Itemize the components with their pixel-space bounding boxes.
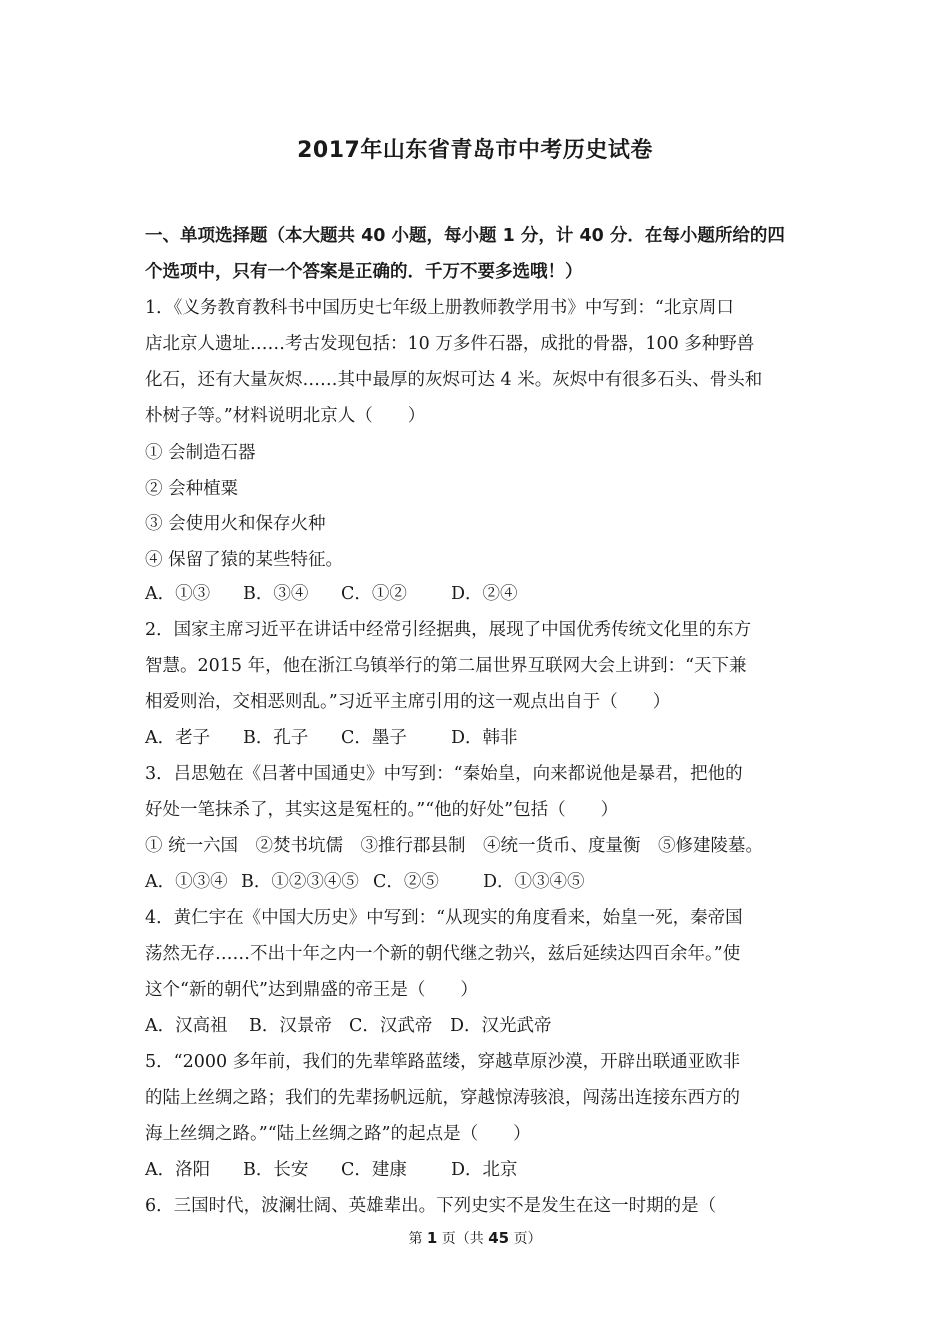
- q3-option-b: B．①②③④⑤: [241, 872, 359, 892]
- q1-item-3: ③ 会使用火和保存火种: [145, 514, 326, 534]
- q5-stem-line1: 5．“2000 多年前，我们的先辈筚路蓝缕，穿越草原沙漠，开辟出联通亚欧非: [145, 1052, 741, 1072]
- q3-stem-line2: 好处一笔抹杀了，其实这是冤枉的。”“他的好处”包括（ ）: [145, 800, 619, 820]
- q2-options: [145, 726, 518, 750]
- footer-prefix: 第: [408, 1231, 423, 1247]
- footer-total-pages: 45: [488, 1229, 510, 1247]
- q1-stem-line2: 店北京人遗址……考古发现包括：10 万多件石器，成批的骨器，100 多种野兽: [145, 334, 755, 354]
- q4-stem-line2: 荡然无存……不出十年之内一个新的朝代继之勃兴，兹后延续达四百余年。”使: [145, 944, 741, 964]
- q3-option-a: A．①③④: [145, 872, 228, 892]
- q5-options: [145, 1158, 518, 1182]
- q2-option-c: C．墨子: [341, 728, 407, 748]
- q1-stem-line3: 化石，还有大量灰烬……其中最厚的灰烬可达 4 米。灰烬中有很多石头、骨头和: [145, 370, 763, 390]
- q1-option-b: B．③④: [243, 584, 309, 604]
- q5-stem-line2: 的陆上丝绸之路；我们的先辈扬帆远航，穿越惊涛骇浪，闯荡出连接东西方的: [145, 1088, 740, 1108]
- q1-stem-line4: 朴树子等。”材料说明北京人（ ）: [145, 406, 426, 426]
- q5-option-c: C．建康: [341, 1160, 407, 1180]
- q4-option-d: D．汉光武帝: [450, 1016, 552, 1036]
- q4-stem-line3: 这个“新的朝代”达到鼎盛的帝王是（ ）: [145, 980, 478, 1000]
- q5-option-a: A．洛阳: [145, 1160, 211, 1180]
- section-heading-line2: 个选项中，只有一个答案是正确的．千万不要多选哦！）: [145, 262, 583, 282]
- footer-mid: 页（共: [441, 1231, 484, 1247]
- q2-option-b: B．孔子: [243, 728, 309, 748]
- q3-option-c: C．②⑤: [373, 872, 439, 892]
- q1-item-4: ④ 保留了猿的某些特征。: [145, 550, 344, 570]
- q6-stem-line1: 6．三国时代，波澜壮阔、英雄辈出。下列史实不是发生在这一时期的是（: [145, 1196, 717, 1216]
- q5-option-b: B．长安: [243, 1160, 309, 1180]
- section-heading-line1: 一、单项选择题（本大题共 40 小题，每小题 1 分，计 40 分．在每小题所给的四: [145, 226, 785, 246]
- q1-option-c: C．①②: [341, 584, 407, 604]
- q1-option-d: D．②④: [451, 584, 518, 604]
- q5-stem-line3: 海上丝绸之路。”“陆上丝绸之路”的起点是（ ）: [145, 1124, 531, 1144]
- q4-option-b: B．汉景帝: [249, 1016, 332, 1036]
- q2-option-a: A．老子: [145, 728, 211, 748]
- q2-stem-line2: 智慧。2015 年，他在浙江乌镇举行的第二届世界互联网大会上讲到：“天下兼: [145, 656, 747, 676]
- page-title: 2017年山东省青岛市中考历史试卷: [297, 138, 653, 163]
- q3-stem-line1: 3．吕思勉在《吕著中国通史》中写到：“秦始皇，向来都说他是暴君，把他的: [145, 764, 743, 784]
- q3-option-d: D．①③④⑤: [483, 872, 585, 892]
- q5-option-d: D．北京: [451, 1160, 518, 1180]
- q4-option-c: C．汉武帝: [349, 1016, 433, 1036]
- page-footer: [0, 1228, 950, 1249]
- q1-options: [145, 582, 518, 606]
- footer-page-number: 1: [426, 1229, 438, 1247]
- q3-options: [145, 870, 585, 894]
- q1-item-1: ① 会制造石器: [145, 443, 256, 463]
- q1-option-a: A．①③: [145, 584, 211, 604]
- q4-stem-line1: 4．黄仁宇在《中国大历史》中写到：“从现实的角度看来，始皇一死，秦帝国: [145, 908, 743, 928]
- footer-suffix: 页）: [513, 1231, 542, 1247]
- q1-item-2: ② 会种植粟: [145, 479, 239, 499]
- q4-options: [145, 1014, 552, 1038]
- q2-stem-line3: 相爱则治，交相恶则乱。”习近平主席引用的这一观点出自于（ ）: [145, 692, 671, 712]
- q2-option-d: D．韩非: [451, 728, 518, 748]
- q4-option-a: A．汉高祖: [145, 1016, 228, 1036]
- q2-stem-line1: 2．国家主席习近平在讲话中经常引经据典，展现了中国优秀传统文化里的东方: [145, 620, 752, 640]
- q1-stem-line1: 1．《义务教育教科书中国历史七年级上册教师教学用书》中写到：“北京周口: [145, 298, 734, 318]
- q3-items: ① 统一六国 ②焚书坑儒 ③推行郡县制 ④统一货币、度量衡 ⑤修建陵墓。: [145, 836, 764, 856]
